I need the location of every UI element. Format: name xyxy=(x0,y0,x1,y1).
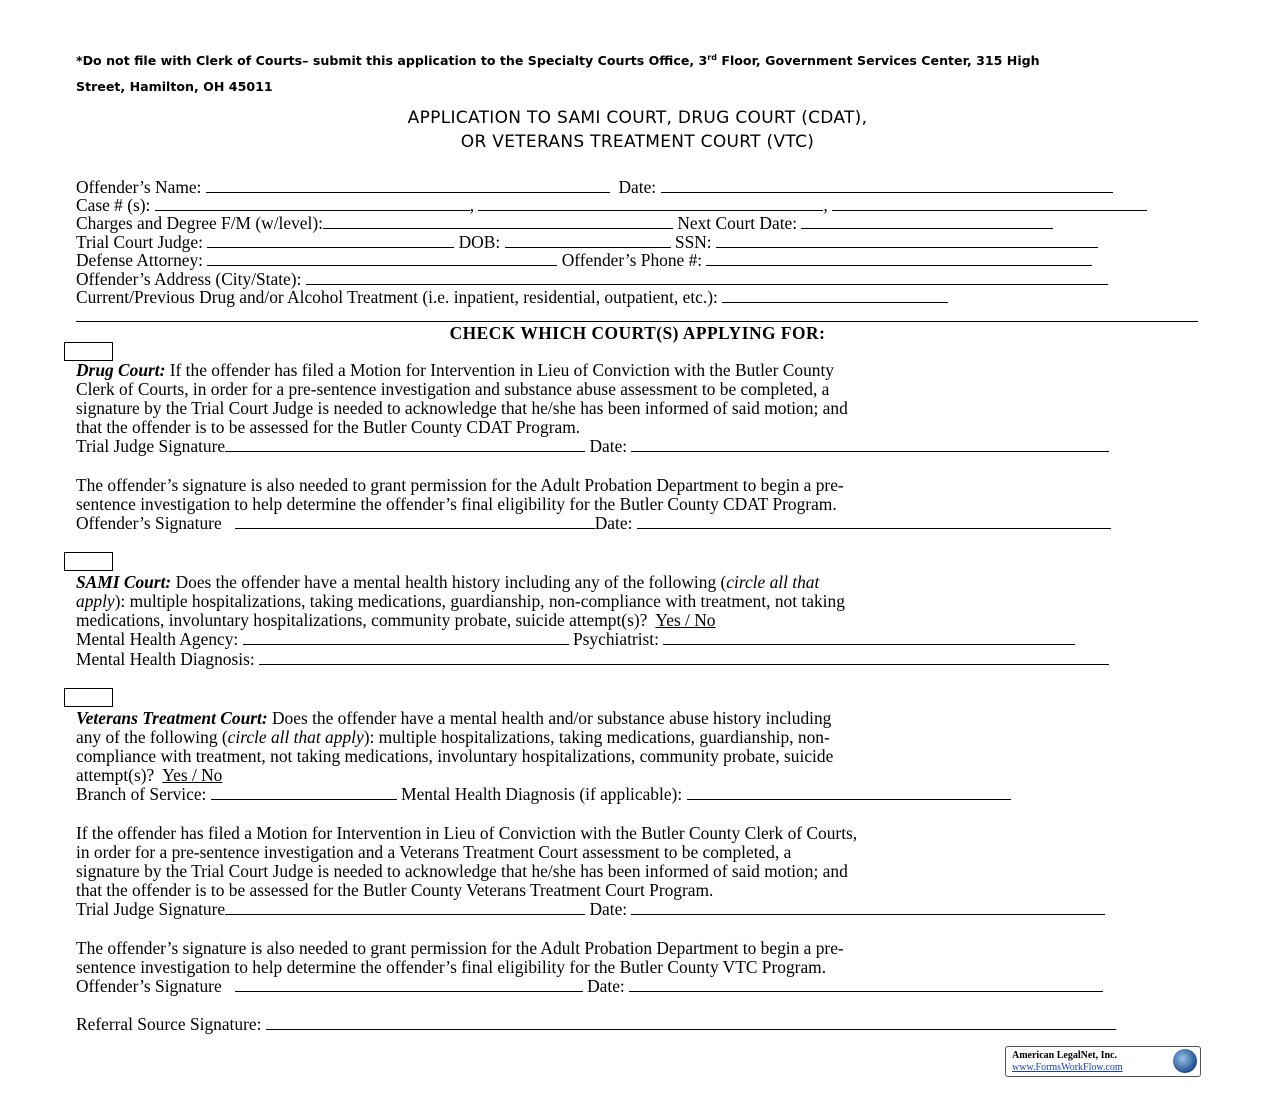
american-legalnet-logo xyxy=(1005,1046,1201,1077)
branch-of-service-field[interactable] xyxy=(211,785,397,800)
dob-label: DOB: xyxy=(458,232,501,252)
vtc-mh-diagnosis-field[interactable] xyxy=(687,785,1011,800)
vtc-mh-diagnosis-label: Mental Health Diagnosis (if applicable): xyxy=(401,784,683,804)
date-label: Date: xyxy=(585,436,628,456)
globe-icon xyxy=(1173,1049,1197,1073)
offender-signature-label: Offender’s Signature xyxy=(76,513,222,533)
date-label: Date: xyxy=(585,899,628,919)
date-label: Date: xyxy=(582,976,625,996)
offender-phone-field[interactable] xyxy=(706,251,1092,266)
drug-court-perm-line2: sentence investigation to help determine the offender’s final eligibility for the Butler County CDAT Program. xyxy=(76,494,837,514)
sami-text-3: medications, involuntary hospitalizations, community probate, suicide attempt(s)? xyxy=(76,610,648,630)
psychiatrist-field[interactable] xyxy=(663,630,1075,645)
sami-text-2: ): multiple hospitalizations, taking medications, guardianship, non-compliance with treatment, not taking xyxy=(114,591,845,611)
branch-of-service-row xyxy=(76,785,1011,804)
next-court-date-field[interactable] xyxy=(801,214,1053,229)
vtc-yes-no[interactable]: Yes / No xyxy=(162,765,223,785)
offender-name-row xyxy=(76,178,1113,197)
drug-judge-date-field[interactable] xyxy=(631,437,1109,452)
sami-court-checkbox[interactable] xyxy=(64,552,113,571)
date-field[interactable] xyxy=(661,178,1113,193)
form-title-line1: APPLICATION TO SAMI COURT, DRUG COURT (CDAT), xyxy=(407,108,868,128)
charges-field[interactable] xyxy=(323,214,673,229)
drug-offender-date-field[interactable] xyxy=(637,514,1111,529)
case-number-field-2[interactable] xyxy=(478,196,823,211)
next-court-date-label: Next Court Date: xyxy=(677,213,798,233)
vtc-judge-date-field[interactable] xyxy=(631,900,1105,915)
mental-health-agency-label: Mental Health Agency: xyxy=(76,629,239,649)
psychiatrist-label: Psychiatrist: xyxy=(572,629,659,649)
offender-signature-field[interactable] xyxy=(235,514,595,529)
case-number-field-3[interactable] xyxy=(832,196,1147,211)
comma: , xyxy=(823,195,828,215)
charges-row xyxy=(76,214,1053,233)
superscript: rd xyxy=(707,53,717,62)
vtc-line3: compliance with treatment, not taking medications, involuntary hospitalizations, community probate, suicide xyxy=(76,746,834,766)
drug-court-title: Drug Court: xyxy=(76,360,166,380)
mental-health-diagnosis-label: Mental Health Diagnosis: xyxy=(76,649,255,669)
defense-attorney-label: Defense Attorney: xyxy=(76,250,204,270)
treatment-field-2[interactable] xyxy=(76,307,1198,322)
vtc-line2 xyxy=(76,728,830,747)
treatment-label: Current/Previous Drug and/or Alcohol Treatment (i.e. inpatient, residential, outpatient, etc.): xyxy=(76,287,718,307)
form-title-line2: OR VETERANS TREATMENT COURT (VTC) xyxy=(460,132,815,152)
vtc-italic: circle all that apply xyxy=(227,727,364,747)
sami-court-title: SAMI Court: xyxy=(76,572,172,592)
case-number-field-1[interactable] xyxy=(155,196,470,211)
vtc-text-2b: ): multiple hospitalizations, taking medications, guardianship, non- xyxy=(363,727,830,747)
filing-notice xyxy=(76,53,1040,68)
mental-health-diagnosis-field[interactable] xyxy=(259,650,1109,665)
treatment-row xyxy=(76,288,948,307)
drug-court-judge-sig-row xyxy=(76,437,1109,456)
referral-source-row xyxy=(76,1015,1116,1034)
filing-notice-text-2: Floor, Government Services Center, 315 High xyxy=(716,53,1040,69)
vtc-title: Veterans Treatment Court: xyxy=(76,708,268,728)
sami-italic: circle all that xyxy=(726,572,820,592)
vtc-line4 xyxy=(76,766,222,785)
vtc-perm-line1: The offender’s signature is also needed to grant permission for the Adult Probation Department to begin a pre- xyxy=(76,938,844,958)
vtc-trial-judge-signature-field[interactable] xyxy=(225,900,585,915)
trial-judge-signature-field[interactable] xyxy=(225,437,585,452)
company-name: American LegalNet, Inc. xyxy=(1012,1050,1117,1061)
ssn-field[interactable] xyxy=(716,233,1098,248)
vtc-perm-line2: sentence investigation to help determine the offender’s final eligibility for the Butler County VTC Program. xyxy=(76,957,827,977)
check-courts-heading: CHECK WHICH COURT(S) APPLYING FOR: xyxy=(449,323,826,343)
sami-text: Does the offender have a mental health history including any of the following ( xyxy=(171,572,727,592)
drug-court-line3: signature by the Trial Court Judge is needed to acknowledge that he/she has been informed of said motion; and xyxy=(76,398,848,418)
trial-judge-signature-label: Trial Judge Signature xyxy=(76,899,226,919)
trial-judge-signature-label: Trial Judge Signature xyxy=(76,436,226,456)
drug-court-line4: that the offender is to be assessed for the Butler County CDAT Program. xyxy=(76,417,581,437)
comma: , xyxy=(469,195,475,215)
vtc-motion-line2: in order for a pre-sentence investigation and a Veterans Treatment Court assessment to be completed, a xyxy=(76,842,792,862)
treatment-field[interactable] xyxy=(722,288,948,303)
defense-attorney-row xyxy=(76,251,1092,270)
trial-court-judge-label: Trial Court Judge: xyxy=(76,232,203,252)
date-label: Date: xyxy=(594,513,633,533)
drug-court-line2: Clerk of Courts, in order for a pre-sentence investigation and substance abuse assessment to be completed, a xyxy=(76,379,830,399)
vtc-offender-signature-field[interactable] xyxy=(235,977,583,992)
offender-name-label: Offender’s Name: xyxy=(76,177,202,197)
sami-yes-no[interactable]: Yes / No xyxy=(655,610,716,630)
vtc-offender-date-field[interactable] xyxy=(629,977,1103,992)
mental-health-agency-field[interactable] xyxy=(243,630,569,645)
filing-notice-address: Street, Hamilton, OH 45011 xyxy=(76,79,273,94)
offender-name-field[interactable] xyxy=(206,178,610,193)
offender-signature-label: Offender’s Signature xyxy=(76,976,222,996)
drug-court-perm-line1: The offender’s signature is also needed to grant permission for the Adult Probation Department to begin a pre- xyxy=(76,475,844,495)
vtc-offender-sig-row xyxy=(76,977,1103,996)
date-label: Date: xyxy=(618,177,657,197)
vtc-text: Does the offender have a mental health and/or substance abuse history including xyxy=(267,708,832,728)
vtc-judge-sig-row xyxy=(76,900,1105,919)
vtc-text-2a: any of the following ( xyxy=(76,727,228,747)
vtc-checkbox[interactable] xyxy=(64,688,113,707)
ssn-label: SSN: xyxy=(674,232,712,252)
sami-court-line3 xyxy=(76,611,716,630)
dob-field[interactable] xyxy=(505,233,671,248)
drug-court-checkbox[interactable] xyxy=(64,342,113,361)
mental-health-diagnosis-row xyxy=(76,650,1109,669)
vtc-motion-line4: that the offender is to be assessed for the Butler County Veterans Treatment Court Program. xyxy=(76,880,714,900)
website-link[interactable]: www.FormsWorkFlow.com xyxy=(1012,1062,1123,1073)
vtc-motion-line1: If the offender has filed a Motion for Intervention in Lieu of Conviction with the Butler County Clerk of Courts, xyxy=(76,823,858,843)
trial-court-judge-field[interactable] xyxy=(207,233,454,248)
vtc-text-4: attempt(s)? xyxy=(76,765,155,785)
offender-address-label: Offender’s Address (City/State): xyxy=(76,269,302,289)
sami-court-line2 xyxy=(76,592,845,611)
offender-phone-label: Offender’s Phone #: xyxy=(561,250,703,270)
branch-of-service-label: Branch of Service: xyxy=(76,784,207,804)
sami-court-line1 xyxy=(76,573,819,592)
vtc-line1 xyxy=(76,709,831,728)
charges-label: Charges and Degree F/M (w/level): xyxy=(76,213,323,233)
vtc-motion-line3: signature by the Trial Court Judge is needed to acknowledge that he/she has been informed of said motion; and xyxy=(76,861,848,881)
defense-attorney-field[interactable] xyxy=(207,251,557,266)
mental-health-agency-row xyxy=(76,630,1075,649)
referral-source-field[interactable] xyxy=(266,1015,1116,1030)
case-number-label: Case # (s): xyxy=(76,195,151,215)
referral-source-label: Referral Source Signature: xyxy=(76,1014,262,1034)
drug-court-offender-sig-row xyxy=(76,514,1111,533)
drug-court-text: If the offender has filed a Motion for Intervention in Lieu of Conviction with the Butler County xyxy=(165,360,834,380)
drug-court-line1 xyxy=(76,361,834,380)
sami-italic-2: apply xyxy=(76,591,115,611)
filing-notice-text: *Do not file with Clerk of Courts– submit this application to the Specialty Courts Office, 3 xyxy=(76,53,708,69)
offender-address-field[interactable] xyxy=(306,270,1108,285)
